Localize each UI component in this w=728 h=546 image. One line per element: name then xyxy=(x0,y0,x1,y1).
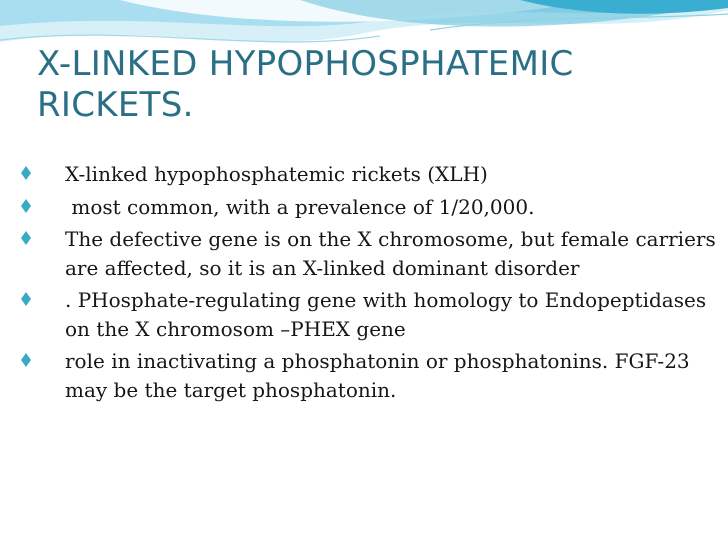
bullet-text: . PHosphate-regulating gene with homology to Endopeptidases on the X chromosom –PHEX gene xyxy=(65,288,707,341)
bullet-list xyxy=(20,160,720,404)
teal-diamond-bullet-icon xyxy=(21,292,31,306)
bullet-item xyxy=(20,347,720,404)
teal-diamond-bullet-icon xyxy=(21,166,31,180)
bullet-item xyxy=(20,286,720,343)
bullet-item xyxy=(20,160,720,189)
slide-title: X-LINKED HYPOPHOSPHATEMIC RICKETS. xyxy=(37,44,574,125)
teal-diamond-bullet-icon xyxy=(21,231,31,245)
teal-diamond-bullet-icon xyxy=(21,199,31,213)
bullet-text: most common, with a prevalence of 1/20,000. xyxy=(65,194,535,219)
bullet-text: X-linked hypophosphatemic rickets (XLH) xyxy=(65,162,488,186)
bullet-text: role in inactivating a phosphatonin or phosphatonins. FGF-23 may be the target phosphatonin. xyxy=(65,349,690,402)
teal-diamond-bullet-icon xyxy=(21,353,31,367)
bullet-item xyxy=(20,225,720,282)
bullet-text: The defective gene is on the X chromosome, but female carriers are affected, so it is an X-linked dominant disorder xyxy=(65,227,716,280)
bullet-item xyxy=(20,193,720,222)
